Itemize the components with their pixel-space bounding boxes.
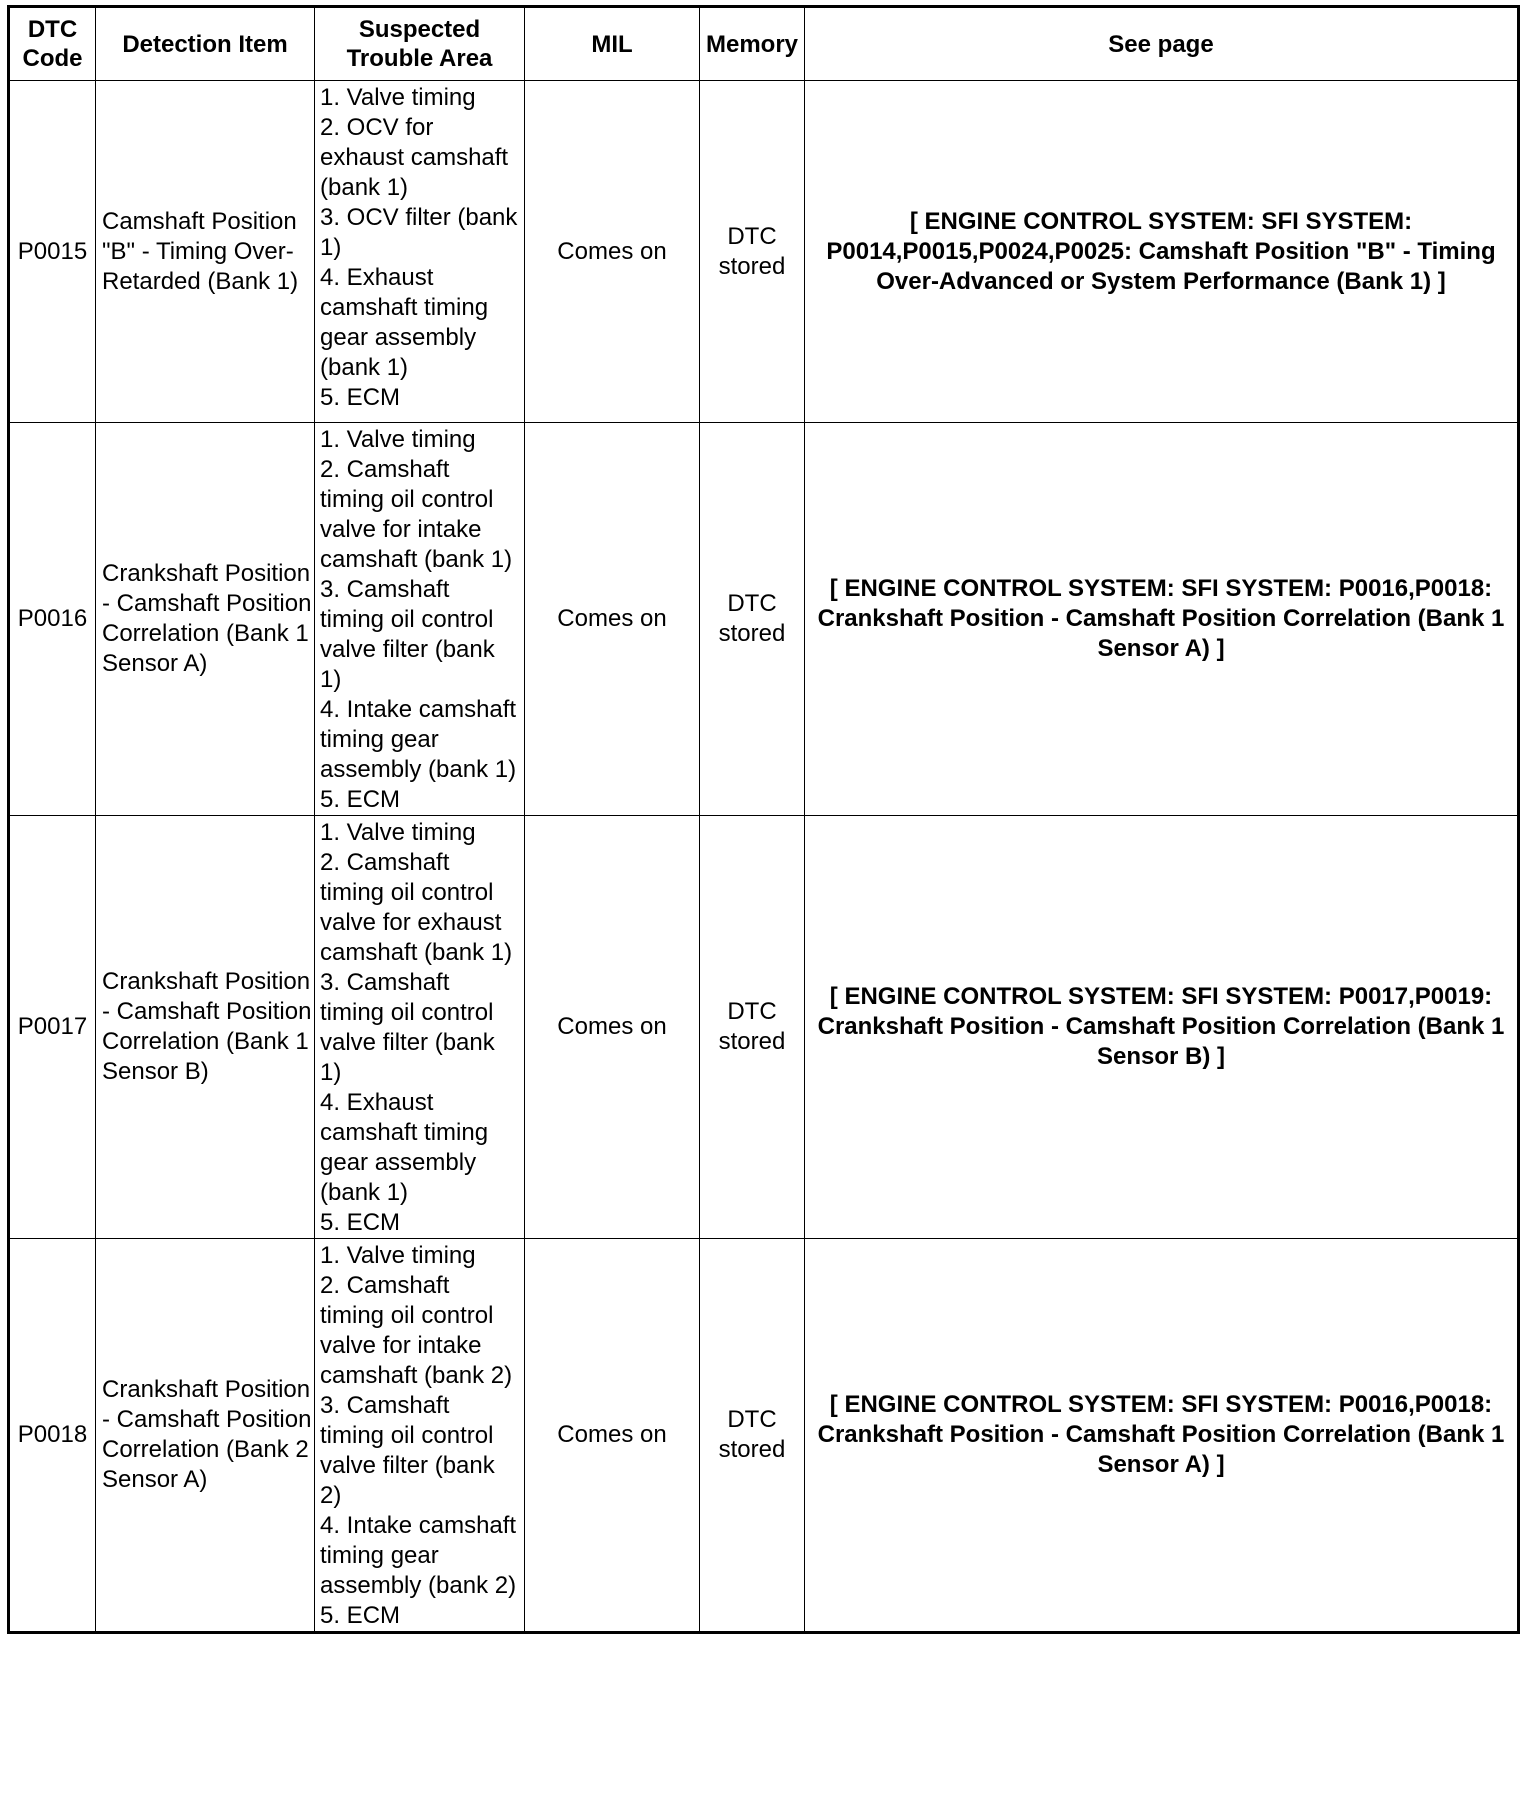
trouble-area-item: 4. Intake camshaft timing gear assembly (bank 1) <box>320 696 517 783</box>
see-page-link[interactable]: [ ENGINE CONTROL SYSTEM: SFI SYSTEM: P0016,P0018: Crankshaft Position - Camshaft Position Correlation (Bank 1 Sensor A) ] <box>805 423 1519 816</box>
trouble-area-item: 4. Exhaust camshaft timing gear assembly (bank 1) <box>320 1089 489 1206</box>
trouble-area-item: 2. OCV for exhaust camshaft (bank 1) <box>320 114 509 201</box>
trouble-area-item: 3. Camshaft timing oil control valve filter (bank 1) <box>320 576 495 693</box>
table-row <box>9 423 1519 816</box>
header-mil: MIL <box>525 7 700 81</box>
mil-cell: Comes on <box>525 1239 700 1633</box>
memory-cell: DTC stored <box>700 816 805 1239</box>
header-memory: Memory <box>700 7 805 81</box>
trouble-area-cell <box>315 423 525 816</box>
header-detection-item: Detection Item <box>96 7 315 81</box>
dtc-code-cell: P0018 <box>9 1239 96 1633</box>
trouble-area-item: 5. ECM <box>320 1209 401 1236</box>
trouble-area-item: 2. Camshaft timing oil control valve for intake camshaft (bank 1) <box>320 456 513 573</box>
trouble-area-item: 5. ECM <box>320 786 401 813</box>
trouble-area-cell <box>315 816 525 1239</box>
header-see-page: See page <box>805 7 1519 81</box>
see-page-link[interactable]: [ ENGINE CONTROL SYSTEM: SFI SYSTEM: P0017,P0019: Crankshaft Position - Camshaft Position Correlation (Bank 1 Sensor B) ] <box>805 816 1519 1239</box>
detection-item-cell: Camshaft Position "B" - Timing Over-Retarded (Bank 1) <box>96 81 315 423</box>
trouble-area-item: 5. ECM <box>320 384 401 411</box>
dtc-code-cell: P0015 <box>9 81 96 423</box>
table-row <box>9 1239 1519 1633</box>
trouble-area-item: 5. ECM <box>320 1602 401 1629</box>
memory-cell: DTC stored <box>700 423 805 816</box>
see-page-link[interactable]: [ ENGINE CONTROL SYSTEM: SFI SYSTEM: P0014,P0015,P0024,P0025: Camshaft Position "B" - Timing Over-Advanced or System Performance (Bank 1) ] <box>805 81 1519 423</box>
header-dtc-code: DTC Code <box>9 7 96 81</box>
table-row <box>9 81 1519 423</box>
mil-cell: Comes on <box>525 816 700 1239</box>
trouble-area-item: 2. Camshaft timing oil control valve for exhaust camshaft (bank 1) <box>320 849 513 966</box>
mil-cell: Comes on <box>525 81 700 423</box>
trouble-area-cell <box>315 81 525 423</box>
trouble-area-item: 1. Valve timing <box>320 819 476 846</box>
trouble-area-item: 1. Valve timing <box>320 1242 476 1269</box>
detection-item-cell: Crankshaft Position - Camshaft Position Correlation (Bank 1 Sensor A) <box>96 423 315 816</box>
header-row <box>9 7 1519 81</box>
detection-item-cell: Crankshaft Position - Camshaft Position Correlation (Bank 1 Sensor B) <box>96 816 315 1239</box>
trouble-area-item: 1. Valve timing <box>320 84 476 111</box>
trouble-area-item: 3. Camshaft timing oil control valve filter (bank 1) <box>320 969 495 1086</box>
trouble-area-item: 2. Camshaft timing oil control valve for intake camshaft (bank 2) <box>320 1272 513 1389</box>
mil-cell: Comes on <box>525 423 700 816</box>
trouble-area-item: 3. OCV filter (bank 1) <box>320 204 518 261</box>
table-row <box>9 816 1519 1239</box>
dtc-code-cell: P0016 <box>9 423 96 816</box>
header-suspected-trouble-area: Suspected Trouble Area <box>315 7 525 81</box>
dtc-table <box>7 5 1520 1634</box>
trouble-area-item: 3. Camshaft timing oil control valve filter (bank 2) <box>320 1392 495 1509</box>
memory-cell: DTC stored <box>700 1239 805 1633</box>
see-page-link[interactable]: [ ENGINE CONTROL SYSTEM: SFI SYSTEM: P0016,P0018: Crankshaft Position - Camshaft Position Correlation (Bank 1 Sensor A) ] <box>805 1239 1519 1633</box>
memory-cell: DTC stored <box>700 81 805 423</box>
trouble-area-item: 1. Valve timing <box>320 426 476 453</box>
trouble-area-item: 4. Intake camshaft timing gear assembly (bank 2) <box>320 1512 517 1599</box>
dtc-code-cell: P0017 <box>9 816 96 1239</box>
trouble-area-cell <box>315 1239 525 1633</box>
detection-item-cell: Crankshaft Position - Camshaft Position Correlation (Bank 2 Sensor A) <box>96 1239 315 1633</box>
trouble-area-item: 4. Exhaust camshaft timing gear assembly (bank 1) <box>320 264 489 381</box>
